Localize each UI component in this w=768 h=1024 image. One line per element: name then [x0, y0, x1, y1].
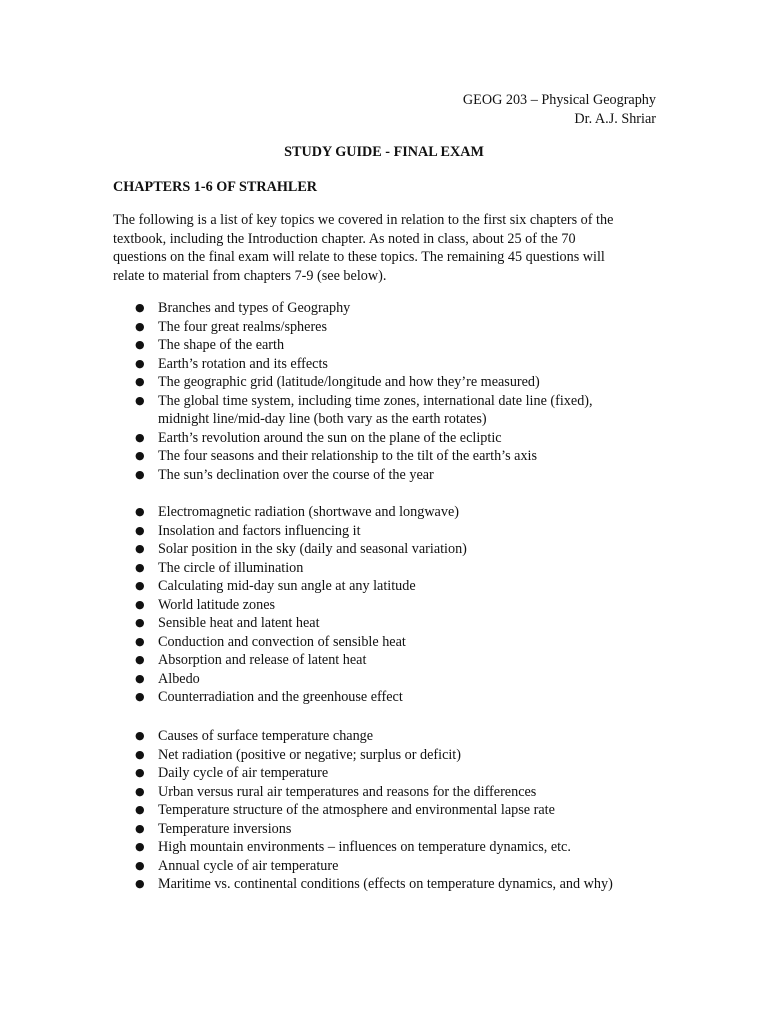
- bullet-icon: ●: [135, 579, 145, 592]
- list-item-text: The global time system, including time zones, international date line (fixed),: [158, 392, 593, 409]
- list-item: [113, 447, 653, 466]
- bullet-icon: ●: [135, 747, 145, 761]
- list-item-text: Solar position in the sky (daily and seasonal variation): [158, 541, 467, 557]
- bullet-icon: ●: [135, 375, 145, 388]
- list-item-text: Electromagnetic radiation (shortwave and longwave): [158, 504, 459, 520]
- list-item-text: Absorption and release of latent heat: [158, 652, 367, 668]
- bullet-icon: ●: [135, 393, 145, 407]
- list-item: [113, 801, 653, 820]
- list-item-text: The four seasons and their relationship to the tilt of the earth’s axis: [158, 448, 538, 464]
- list-item: [113, 633, 653, 652]
- list-item: [113, 299, 653, 318]
- topic-list-3: [113, 727, 653, 894]
- list-item-text: Causes of surface temperature change: [158, 728, 374, 744]
- list-item: [113, 577, 653, 596]
- list-item: [113, 688, 653, 707]
- list-item: [113, 764, 653, 783]
- bullet-icon: ●: [135, 301, 145, 314]
- list-item-text: Earth’s revolution around the sun on the plane of the ecliptic: [158, 429, 502, 446]
- list-item-text: Annual cycle of air temperature: [158, 857, 339, 874]
- list-item-text: midnight line/mid-day line (both vary as the earth rotates): [158, 411, 487, 427]
- list-item-text: Counterradiation and the greenhouse effect: [158, 689, 403, 705]
- course-title: GEOG 203 – Physical Geography: [462, 92, 656, 108]
- instructor-name: Dr. A.J. Shriar: [574, 110, 656, 127]
- topic-list-1: [113, 299, 653, 484]
- list-item-text: Maritime vs. continental conditions (effects on temperature dynamics, and why): [158, 876, 613, 892]
- list-item-text: Insolation and factors influencing it: [158, 522, 361, 539]
- list-item-text: The shape of the earth: [158, 337, 285, 353]
- intro-line: textbook, including the Introduction chapter. As noted in class, about 25 of the 70: [113, 230, 576, 247]
- bullet-icon: ●: [135, 467, 145, 481]
- list-item-text: Temperature structure of the atmosphere and environmental lapse rate: [158, 802, 555, 818]
- list-item: [113, 522, 653, 541]
- bullet-icon: ●: [135, 766, 145, 779]
- bullet-icon: ●: [135, 338, 145, 351]
- document-header: [463, 91, 656, 128]
- section-heading: CHAPTERS 1-6 OF STRAHLER: [113, 179, 318, 195]
- intro-line: The following is a list of key topics we covered in relation to the first six chapters of the: [113, 212, 614, 228]
- intro-paragraph: [113, 211, 653, 285]
- list-item-text: Earth’s rotation and its effects: [158, 355, 328, 372]
- bullet-icon: ●: [135, 616, 145, 629]
- list-item: [113, 727, 653, 746]
- bullet-icon: ●: [135, 560, 145, 574]
- list-item: [113, 857, 653, 876]
- list-item-text: Conduction and convection of sensible heat: [158, 633, 406, 650]
- list-item: [113, 392, 653, 429]
- list-item-text: Sensible heat and latent heat: [158, 615, 320, 631]
- list-item: [113, 651, 653, 670]
- list-item-text: Daily cycle of air temperature: [158, 765, 329, 781]
- list-item: [113, 838, 653, 857]
- bullet-icon: ●: [135, 523, 145, 537]
- list-item-text: Albedo: [158, 670, 200, 687]
- bullet-icon: ●: [135, 858, 145, 872]
- topic-list-2: [113, 503, 653, 707]
- list-item-text: Temperature inversions: [158, 820, 292, 837]
- list-item: [113, 875, 653, 894]
- list-item-text: Net radiation (positive or negative; surplus or deficit): [158, 746, 461, 763]
- bullet-icon: ●: [135, 840, 145, 853]
- list-item-text: Calculating mid-day sun angle at any latitude: [158, 578, 416, 594]
- intro-line: relate to material from chapters 7-9 (see below).: [113, 267, 387, 284]
- intro-line: questions on the final exam will relate to these topics. The remaining 45 questions will: [113, 249, 605, 265]
- bullet-icon: ●: [135, 784, 145, 798]
- list-item: [113, 614, 653, 633]
- bullet-icon: ●: [135, 671, 145, 685]
- list-item: [113, 336, 653, 355]
- bullet-icon: ●: [135, 634, 145, 648]
- list-item: [113, 783, 653, 802]
- bullet-icon: ●: [135, 821, 145, 835]
- list-item: [113, 540, 653, 559]
- list-item: [113, 355, 653, 374]
- bullet-icon: ●: [135, 449, 145, 462]
- list-item: [113, 746, 653, 765]
- list-item-text: The four great realms/spheres: [158, 318, 327, 335]
- list-item-text: World latitude zones: [158, 596, 276, 613]
- list-item-text: The geographic grid (latitude/longitude and how they’re measured): [158, 374, 540, 390]
- bullet-icon: ●: [135, 356, 145, 370]
- bullet-icon: ●: [135, 690, 145, 703]
- bullet-icon: ●: [135, 542, 145, 555]
- bullet-icon: ●: [135, 653, 145, 666]
- bullet-icon: ●: [135, 729, 145, 742]
- page-title: STUDY GUIDE - FINAL EXAM: [284, 144, 484, 160]
- bullet-icon: ●: [135, 803, 145, 816]
- list-item: [113, 596, 653, 615]
- list-item-text: High mountain environments – influences on temperature dynamics, etc.: [158, 839, 571, 855]
- bullet-icon: ●: [135, 877, 145, 890]
- bullet-icon: ●: [135, 430, 145, 444]
- list-item: [113, 373, 653, 392]
- bullet-icon: ●: [135, 597, 145, 611]
- list-item: [113, 820, 653, 839]
- list-item-text: Branches and types of Geography: [158, 300, 351, 316]
- bullet-icon: ●: [135, 319, 145, 333]
- bullet-icon: ●: [135, 505, 145, 518]
- list-item: [113, 429, 653, 448]
- list-item: [113, 503, 653, 522]
- list-item: [113, 559, 653, 578]
- list-item: [113, 466, 653, 485]
- list-item: [113, 318, 653, 337]
- list-item-text: The sun’s declination over the course of the year: [158, 466, 434, 483]
- list-item-text: The circle of illumination: [158, 559, 304, 576]
- list-item: [113, 670, 653, 689]
- list-item-text: Urban versus rural air temperatures and reasons for the differences: [158, 783, 537, 800]
